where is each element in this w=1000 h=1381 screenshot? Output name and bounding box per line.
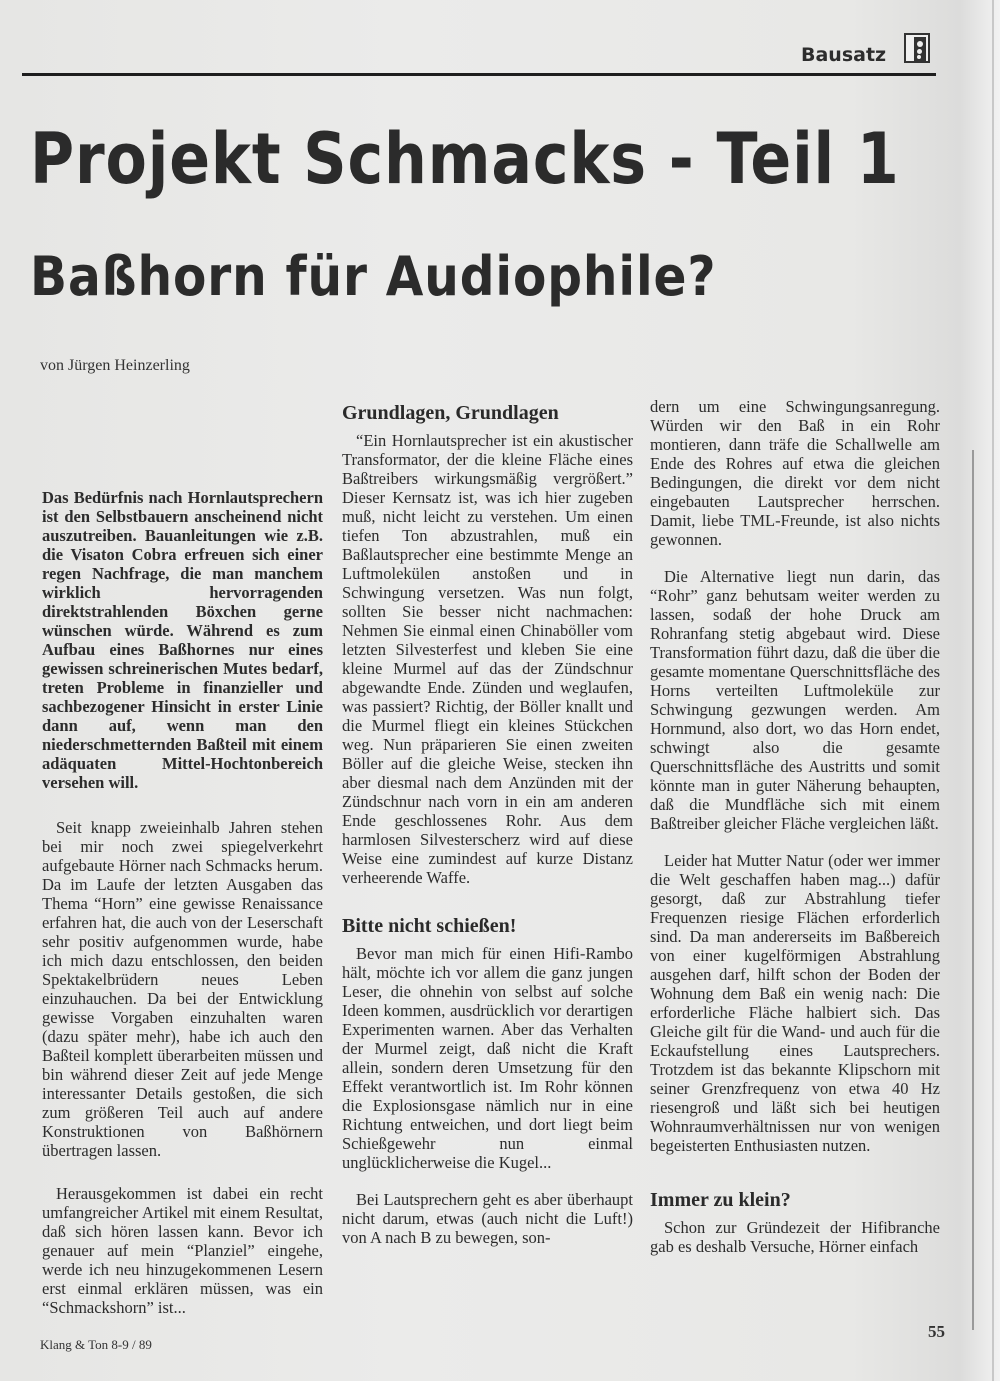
speaker-driver: [917, 41, 923, 47]
speaker-driver: [917, 49, 922, 54]
column-rule: [972, 450, 974, 1330]
page-number: 55: [928, 1322, 945, 1341]
article-subtitle: Baßhorn für Audiophile?: [30, 245, 717, 308]
article-title: Projekt Schmacks - Teil 1: [30, 118, 900, 200]
body-paragraph: Bevor man mich für einen Hifi-Rambo hält, möchte ich vor allem die ganz jungen Leser, die ohnehin von selbst auf solche Ideen kommen, ausdrücklich vor derartigen Experimenten warnen. Aber das Verhalten der Murmel zeigt, daß nicht die Kraft allein, sondern deren Umsetzung für den Effekt verantwortlich ist. Im Rohr können die Explosionsgase nämlich nur in eine Richtung entweichen, und dort liegt beim Schießgewehr nun einmal unglücklicherweise die Kugel...: [342, 944, 633, 1172]
loudspeaker-icon: [904, 33, 930, 63]
section-label: Bausatz: [801, 44, 887, 66]
column-1: [42, 488, 323, 1317]
page-edge: [992, 0, 994, 1381]
body-paragraph: “Ein Hornlautsprecher ist ein akustischer Transformator, der die kleine Fläche eines Baßtreibers wirkungsmäßig vergrößert.” Dieser Kernsatz ist, was ich hier zugeben muß, nicht leicht zu verstehen. Um einen tiefen Ton abzustrahlen, muß ein Baßlautsprecher eine bestimmte Menge an Luftmolekülen anstoßen und in Schwingung versetzen. Was nun folgt, sollten Sie besser nicht nachmachen: Nehmen Sie einmal einen Chinaböller vom letzten Silvesterfest und kleben Sie eine kleine Murmel auf das der Zündschnur abgewandte Ende. Zünden und weglaufen, was passiert? Richtig, der Böller knallt und die Murmel fliegt ein kleines Stückchen weg. Nun präparieren Sie einen zweiten Böller auf die gleiche Weise, stecken ihn aber diesmal nach dem Anzünden mit der Zündschnur nach vorn in ein am anderen Ende geschlossenes Rohr. Aus dem harmlosen Silvesterscherz wird auf diese Weise eine zumindest auf kurze Distanz verheerende Waffe.: [342, 431, 633, 887]
body-paragraph: Schon zur Gründezeit der Hifibranche gab es deshalb Versuche, Hörner einfach: [650, 1218, 940, 1256]
body-paragraph: Herausgekommen ist dabei ein recht umfangreicher Artikel mit einem Resultat, daß sich hören lassen kann. Bevor ich genauer auf mein “Planziel” eingehe, werde ich neu hinzugekommenen Lesern erst einmal erklären müssen, was ein “Schmackshorn” ist...: [42, 1184, 323, 1317]
speaker-driver: [917, 55, 921, 59]
lead-paragraph: Das Bedürfnis nach Hornlautsprechern ist den Selbstbauern anscheinend nicht auszutreiben. Bauanleitungen wie z.B. die Visaton Cobra erfreuen sich einer regen Nachfrage, die man manchem wirklich hervorragenden direktstrahlenden Böxchen gerne wünschen würde. Während es zum Aufbau eines Baßhornes nur eines gewissen schreinerischen Mutes bedarf, treten Probleme in finanzieller und sachbezogener Hinsicht in erster Linie dann auf, wenn man den niederschmetternden Baßteil mit einem adäquaten Mittel-Hochtonbereich versehen will.: [42, 488, 323, 792]
body-paragraph: Leider hat Mutter Natur (oder wer immer die Welt geschaffen haben mag...) dafür gesorgt, daß zur Abstrahlung tiefer Frequenzen riesige Flächen erforderlich sind. Da man andererseits im Baßbereich von einer kugelförmigen Abstrahlung ausgehen darf, hilft schon der Boden der Wohnung dem Baß ein wenig nach: Die erforderliche Fläche halbiert sich. Das Gleiche gilt für die Wand- und auch für die Eckaufstellung eines Lautsprechers. Trotzdem ist das bekannte Klipschorn mit seiner Grenzfrequenz von etwa 40 Hz riesengroß und läßt sich bei heutigen Wohnraumverhältnissen nur von wenigen begeisterten Enthusiasten nutzen.: [650, 851, 940, 1155]
author-byline: von Jürgen Heinzerling: [40, 357, 190, 374]
header-rule: [22, 73, 936, 76]
body-paragraph: dern um eine Schwingungsanregung. Würden wir den Baß in ein Rohr montieren, dann träfe die Schallwelle am Ende des Rohres auf etwa die gleichen Bedingungen, die direkt vor dem nicht eingebauten Lautsprecher herrschen. Damit, liebe TML-Freunde, ist also nichts gewonnen.: [650, 397, 940, 549]
publication-footer: Klang & Ton 8-9 / 89: [40, 1337, 152, 1352]
column-2: [342, 404, 633, 1247]
body-paragraph: Bei Lautsprechern geht es aber überhaupt nicht darum, etwas (auch nicht die Luft!) von A nach B zu bewegen, son-: [342, 1190, 633, 1247]
section-heading: Immer zu klein?: [650, 1189, 791, 1211]
section-heading: Bitte nicht schießen!: [342, 915, 517, 937]
column-3: [650, 397, 940, 1256]
body-paragraph: Seit knapp zweieinhalb Jahren stehen bei mir noch zwei spiegelverkehrt aufgebaute Hörner nach Schmacks herum. Da im Laufe der letzten Ausgaben das Thema “Horn” eine gewisse Renaissance erfahren hat, die auch von der Leserschaft sehr positiv aufgenommen wurde, habe ich mich dazu entschlossen, den beiden Spektakelbrüdern neues Leben einzuhauchen. Da bei der Entwicklung gewisse Vorgaben einzuhalten waren (dazu später mehr), habe ich auch den Baßteil komplett überarbeiten müssen und bin während dieser Zeit auf jede Menge interessanter Details gestoßen, die sich zum größeren Teil auch auf andere Konstruktionen von Baßhörnern übertragen lassen.: [42, 818, 323, 1160]
section-heading: Grundlagen, Grundlagen: [342, 402, 559, 424]
body-paragraph: Die Alternative liegt nun darin, das “Rohr” ganz behutsam weiter werden zu lassen, sodaß der hohe Druck am Rohranfang stetig abgebaut wird. Diese Transformation führt dazu, daß die über die gesamte momentane Querschnittsfläche des Horns verteilten Luftmoleküle zur Schwingung gezwungen werden. Am Hornmund, also dort, wo das Horn endet, schwingt also die gesamte Querschnittsfläche des Austritts und somit könnte man in guter Näherung behaupten, daß die Mundfläche sich mit einem Baßtreiber gleicher Fläche vergleichen läßt.: [650, 567, 940, 833]
